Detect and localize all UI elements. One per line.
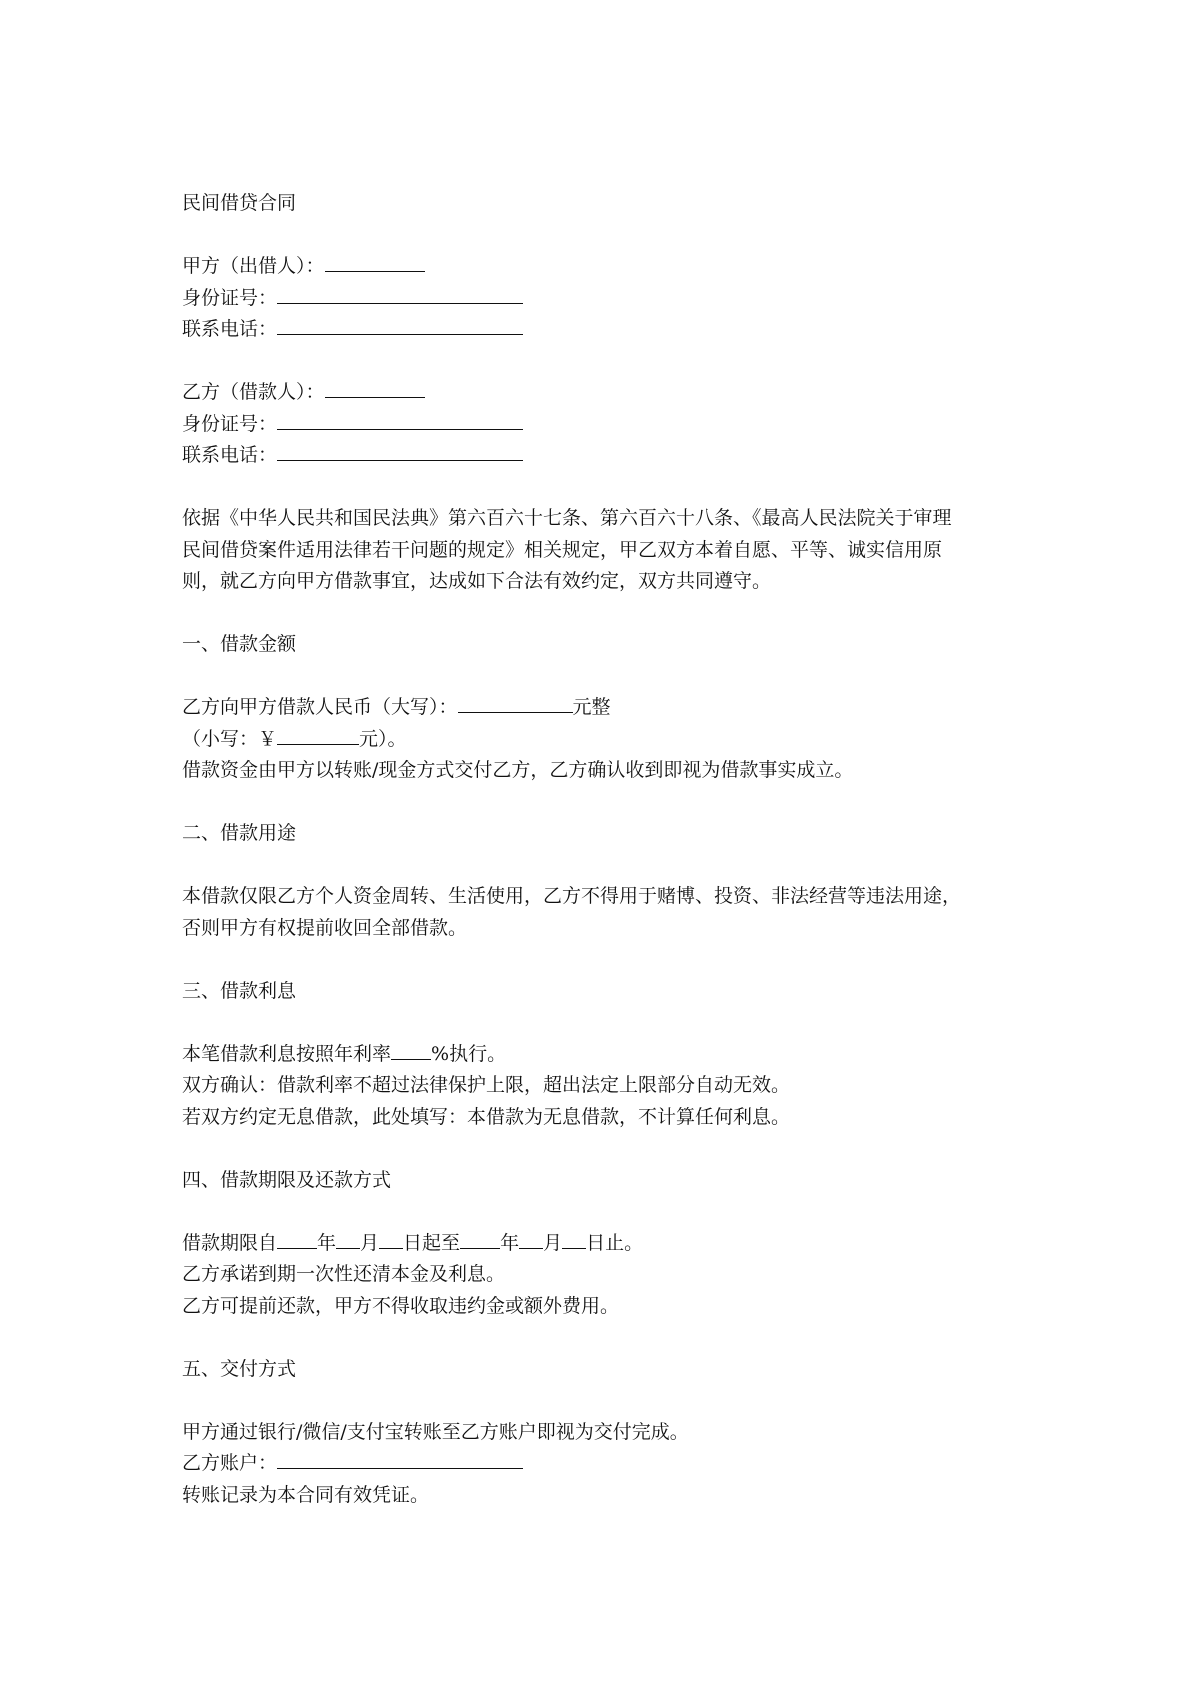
amount-lowercase-row — [182, 724, 1042, 756]
party-a-name-label: 甲方（出借人）： — [182, 255, 325, 277]
section-3-text: 若双方约定无息借款，此处填写：本借款为无息借款，不计算任何利息。 — [182, 1105, 791, 1128]
party-a-name-row — [182, 251, 1042, 283]
preamble-line: 民间借贷案件适用法律若干问题的规定》相关规定，甲乙双方本着自愿、平等、诚实信用原 — [182, 538, 943, 561]
start-year-blank[interactable] — [277, 1230, 317, 1249]
month-label: 月 — [543, 1231, 563, 1254]
party-b-name-row — [182, 377, 1042, 409]
section-2-text: 本借款仅限乙方个人资金周转、生活使用，乙方不得用于赌博、投资、非法经营等违法用途， — [182, 885, 962, 907]
spacer — [182, 1133, 1042, 1165]
amount-lowercase-blank[interactable] — [277, 726, 359, 745]
party-a-id-blank[interactable] — [277, 285, 523, 304]
spacer — [182, 346, 1042, 378]
spacer — [182, 1196, 1042, 1228]
preamble-line: 依据《中华人民共和国民法典》第六百六十七条、第六百六十八条、《最高人民法院关于审理 — [182, 507, 952, 529]
interest-rate-suffix: %执行。 — [431, 1042, 507, 1065]
party-a-id-row — [182, 283, 1042, 315]
party-a-phone-row — [182, 314, 1042, 346]
party-b-account-label: 乙方账户： — [182, 1452, 278, 1474]
section-3-text: 双方确认：借款利率不超过法律保护上限，超出法定上限部分自动无效。 — [182, 1074, 791, 1096]
amount-uppercase-blank[interactable] — [458, 694, 573, 713]
spacer — [182, 598, 1042, 630]
party-b-phone-blank[interactable] — [277, 442, 523, 461]
interest-rate-blank[interactable] — [391, 1041, 431, 1060]
section-4-text: 乙方可提前还款，甲方不得收取违约金或额外费用。 — [182, 1294, 620, 1317]
party-a-name-blank[interactable] — [325, 253, 425, 272]
document-title: 民间借贷合同 — [182, 192, 297, 214]
month-label: 月 — [360, 1231, 380, 1254]
day-start-label: 日起至 — [403, 1231, 461, 1254]
section-1-text: 借款资金由甲方以转账/现金方式交付乙方，乙方确认收到即视为借款事实成立。 — [182, 759, 854, 781]
party-a-id-label: 身份证号： — [182, 286, 278, 309]
spacer — [182, 787, 1042, 819]
interest-rate-label: 本笔借款利息按照年利率 — [182, 1042, 392, 1065]
spacer — [182, 1385, 1042, 1417]
section-4-heading: 四、借款期限及还款方式 — [182, 1168, 392, 1191]
party-b-name-label: 乙方（借款人）： — [182, 381, 325, 403]
spacer — [182, 1007, 1042, 1039]
amount-lowercase-label: （小写：￥ — [182, 727, 278, 750]
amount-uppercase-row — [182, 692, 1042, 724]
section-5-text: 甲方通过银行/微信/支付宝转账至乙方账户即视为交付完成。 — [182, 1420, 689, 1443]
section-5-text: 转账记录为本合同有效凭证。 — [182, 1483, 430, 1506]
year-label: 年 — [317, 1231, 337, 1254]
year-label: 年 — [500, 1231, 520, 1254]
spacer — [182, 661, 1042, 693]
end-month-blank[interactable] — [519, 1230, 543, 1249]
spacer — [182, 220, 1042, 252]
section-1-heading: 一、借款金额 — [182, 633, 297, 655]
amount-lowercase-suffix: 元）。 — [359, 727, 407, 750]
spacer — [182, 944, 1042, 976]
party-a-phone-blank[interactable] — [277, 316, 523, 335]
loan-term-row — [182, 1228, 1042, 1260]
party-b-phone-row — [182, 440, 1042, 472]
spacer — [182, 1322, 1042, 1354]
preamble-line: 则，就乙方向甲方借款事宜，达成如下合法有效约定，双方共同遵守。 — [182, 570, 772, 592]
section-4-text: 乙方承诺到期一次性还清本金及利息。 — [182, 1263, 506, 1285]
start-month-blank[interactable] — [336, 1230, 360, 1249]
section-3-heading: 三、借款利息 — [182, 979, 297, 1002]
section-2-text: 否则甲方有权提前收回全部借款。 — [182, 916, 468, 939]
party-b-account-row — [182, 1448, 1042, 1480]
party-b-id-row — [182, 409, 1042, 441]
party-b-account-blank[interactable] — [277, 1450, 523, 1469]
spacer — [182, 850, 1042, 882]
term-start-label: 借款期限自 — [182, 1231, 278, 1254]
start-day-blank[interactable] — [379, 1230, 403, 1249]
contract-document — [182, 188, 1042, 1511]
party-b-id-blank[interactable] — [277, 411, 523, 430]
section-5-heading: 五、交付方式 — [182, 1357, 297, 1380]
party-b-phone-label: 联系电话： — [182, 444, 278, 466]
party-b-id-label: 身份证号： — [182, 412, 278, 435]
party-b-name-blank[interactable] — [325, 379, 425, 398]
amount-uppercase-suffix: 元整 — [572, 696, 611, 718]
section-2-heading: 二、借款用途 — [182, 822, 297, 844]
end-day-blank[interactable] — [562, 1230, 586, 1249]
spacer — [182, 472, 1042, 504]
end-year-blank[interactable] — [460, 1230, 500, 1249]
amount-uppercase-label: 乙方向甲方借款人民币（大写）： — [182, 696, 458, 718]
day-end-label: 日止。 — [586, 1231, 644, 1254]
interest-rate-row — [182, 1039, 1042, 1071]
party-a-phone-label: 联系电话： — [182, 318, 278, 340]
